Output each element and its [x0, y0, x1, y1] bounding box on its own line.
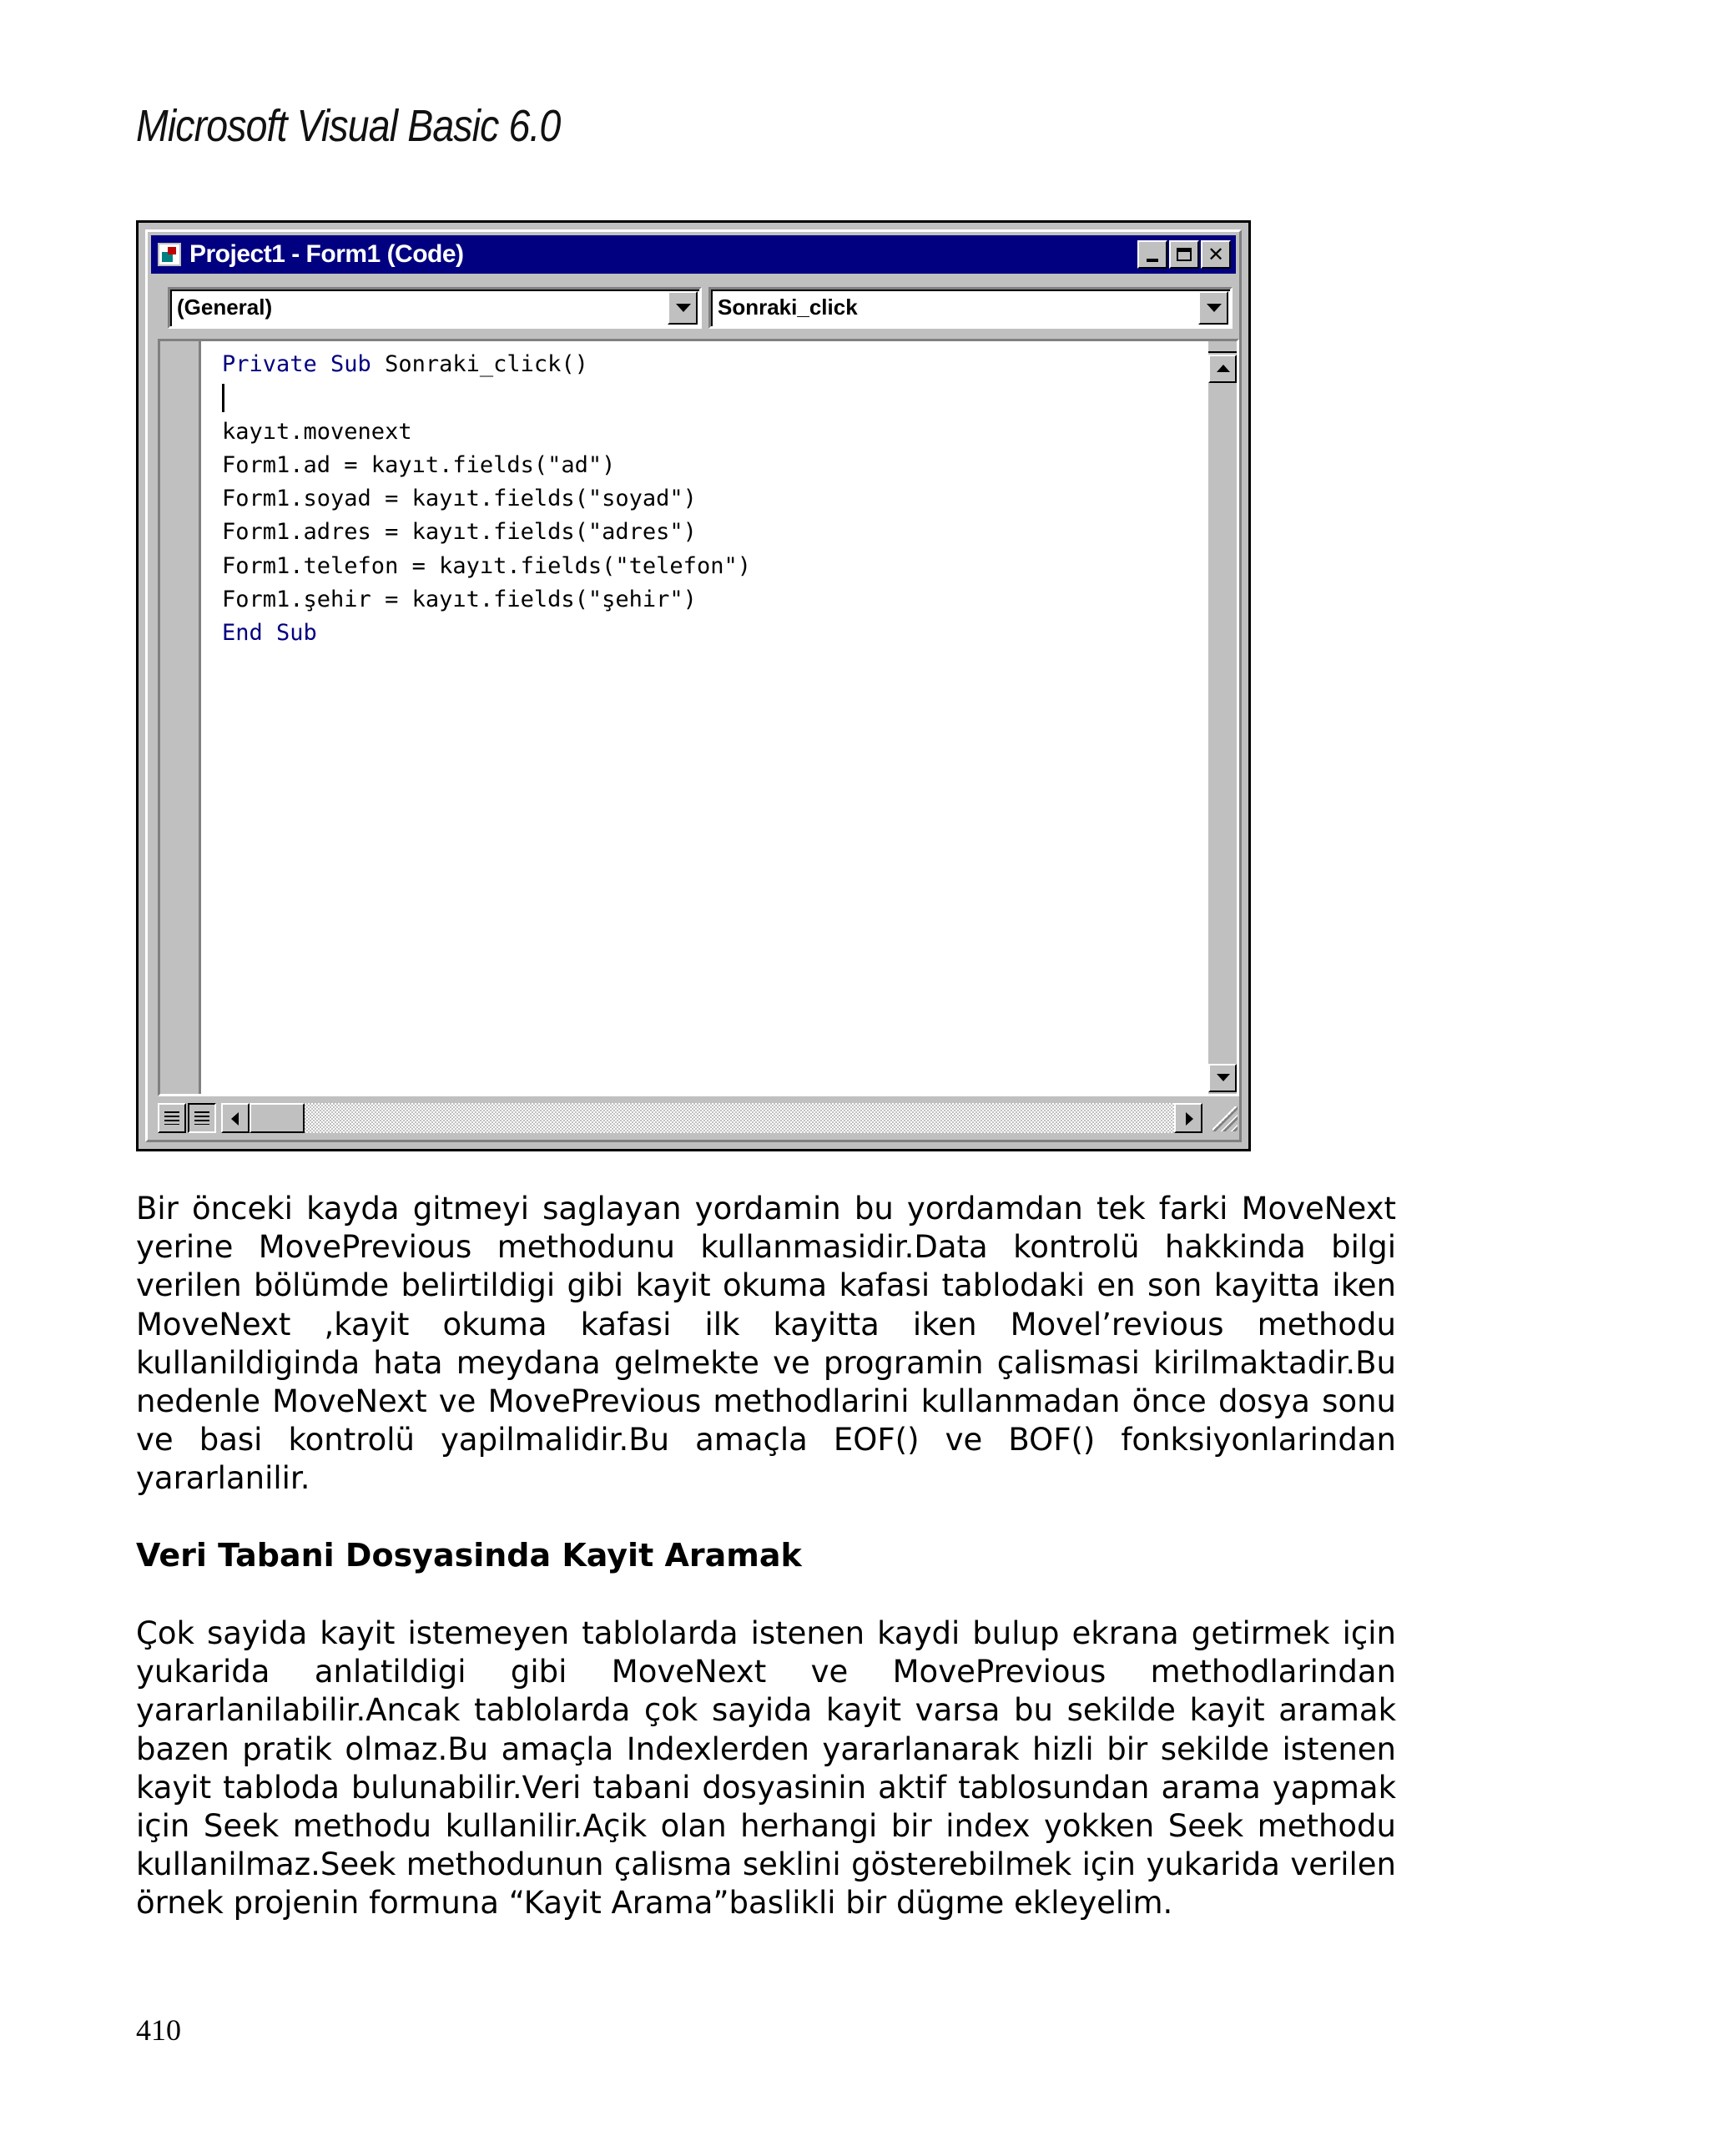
maximize-icon — [1177, 248, 1192, 261]
procedure-combo-dropdown-icon[interactable] — [1198, 291, 1228, 325]
section-heading: Veri Tabani Dosyasinda Kayit Aramak — [136, 1537, 802, 1574]
code-statement: Form1.soyad = kayıt.fields("soyad") — [222, 486, 697, 512]
scroll-right-icon[interactable] — [1174, 1103, 1202, 1133]
code-keyword: End Sub — [222, 620, 317, 647]
text-cursor — [222, 384, 224, 412]
code-window — [136, 220, 1251, 1151]
full-module-view-button[interactable] — [188, 1103, 216, 1133]
minimize-icon — [1147, 259, 1158, 262]
editor-bottom-bar — [158, 1100, 1239, 1136]
scroll-up-icon[interactable] — [1208, 355, 1237, 383]
code-statement: kayıt.movenext — [222, 418, 412, 445]
code-line[interactable] — [222, 550, 751, 583]
procedure-view-button[interactable] — [158, 1103, 186, 1133]
code-keyword: Private Sub — [222, 351, 386, 377]
procedure-combo[interactable] — [708, 287, 1233, 329]
split-bar[interactable] — [1208, 341, 1237, 353]
page-number: 410 — [136, 2013, 181, 2047]
running-header: Microsoft Visual Basic 6.0 — [136, 101, 561, 151]
code-line[interactable] — [222, 617, 751, 650]
paragraph-2: Çok sayida kayit istemeyen tablolarda istenen kaydi bulup ekrana getirmek için yukarida anlatildigi gibi MoveNext ve MovePrevious methodlarindan yararlanilabilir.Ancak tablolarda çok sayida kayit varsa bu sekilde kayit aramak bazen pratik olmaz.Bu amaçla Indexlerden yararlanarak hizli bir sekilde istenen kayit tabloda bulunabilir.Veri tabani dosyasinin aktif tablosundan arama yapmak için Seek methodu kullanilir.Açik olan herhangi bir index yokken Seek methodu kullanilmaz.Seek methodunun çalisma seklini gösterebilmek için yukarida verilen örnek projenin formuna “Kayit Arama”baslikli bir dügme ekleyelim. — [136, 1615, 1396, 1922]
code-statement: Form1.adres = kayıt.fields("adres") — [222, 519, 697, 546]
code-editor[interactable] — [158, 339, 1239, 1096]
code-line[interactable] — [222, 348, 751, 381]
vb-app-icon[interactable] — [158, 243, 181, 266]
procedure-combo-value: Sonraki_click — [718, 295, 858, 320]
scroll-left-icon[interactable] — [221, 1103, 250, 1133]
code-window-frame — [145, 229, 1242, 1142]
code-statement: Form1.şehir = kayıt.fields("şehir") — [222, 587, 697, 613]
code-line[interactable] — [222, 416, 751, 449]
code-statement: Form1.ad = kayıt.fields("ad") — [222, 451, 616, 478]
window-title: Project1 - Form1 (Code) — [189, 240, 464, 268]
horizontal-scrollbar[interactable] — [221, 1103, 1202, 1133]
code-line[interactable] — [222, 516, 751, 549]
code-line[interactable] — [222, 482, 751, 516]
object-combo-dropdown-icon[interactable] — [668, 291, 698, 325]
maximize-button[interactable] — [1169, 240, 1199, 269]
object-combo[interactable] — [168, 287, 702, 329]
code-text[interactable] — [222, 348, 751, 651]
paragraph-1: Bir önceki kayda gitmeyi saglayan yordamin bu yordamdan tek farki MoveNext yerine MovePrevious methodunu kullanmasidir.Data kontrolü hakkinda bilgi verilen bölümde belirtildigi gibi kayit okuma kafasi tablodaki en son kayitta iken MoveNext ,kayit okuma kafasi ilk kayitta iken Movel’revious methodu kullanildiginda hata meydana gelmekte ve programin çalismasi kirilmaktadir.Bu nedenle MoveNext ve MovePrevious methodlarini kullanmadan önce dosya sonu ve basi kontrolü yapilmalidir.Bu amaçla EOF() ve BOF() fonksiyonlarindan yararlanilir. — [136, 1191, 1396, 1497]
vertical-scrollbar[interactable] — [1208, 341, 1237, 1094]
procedure-view-icon — [164, 1111, 179, 1125]
scroll-down-icon[interactable] — [1208, 1064, 1237, 1092]
full-module-view-icon — [194, 1111, 209, 1125]
horizontal-scroll-thumb[interactable] — [250, 1103, 305, 1133]
window-titlebar[interactable] — [151, 235, 1236, 274]
code-line[interactable] — [222, 449, 751, 482]
code-statement: Sonraki_click() — [385, 351, 588, 377]
code-statement: Form1.telefon = kayıt.fields("telefon") — [222, 552, 751, 579]
close-icon: ✕ — [1207, 243, 1225, 266]
margin-indicator-bar[interactable] — [160, 341, 201, 1094]
close-button[interactable] — [1201, 240, 1231, 269]
minimize-button[interactable] — [1137, 240, 1167, 269]
object-combo-value: (General) — [177, 295, 273, 320]
code-line[interactable] — [222, 381, 751, 415]
window-controls — [1136, 240, 1231, 269]
code-line[interactable] — [222, 583, 751, 617]
resize-grip-icon[interactable] — [1212, 1106, 1238, 1131]
